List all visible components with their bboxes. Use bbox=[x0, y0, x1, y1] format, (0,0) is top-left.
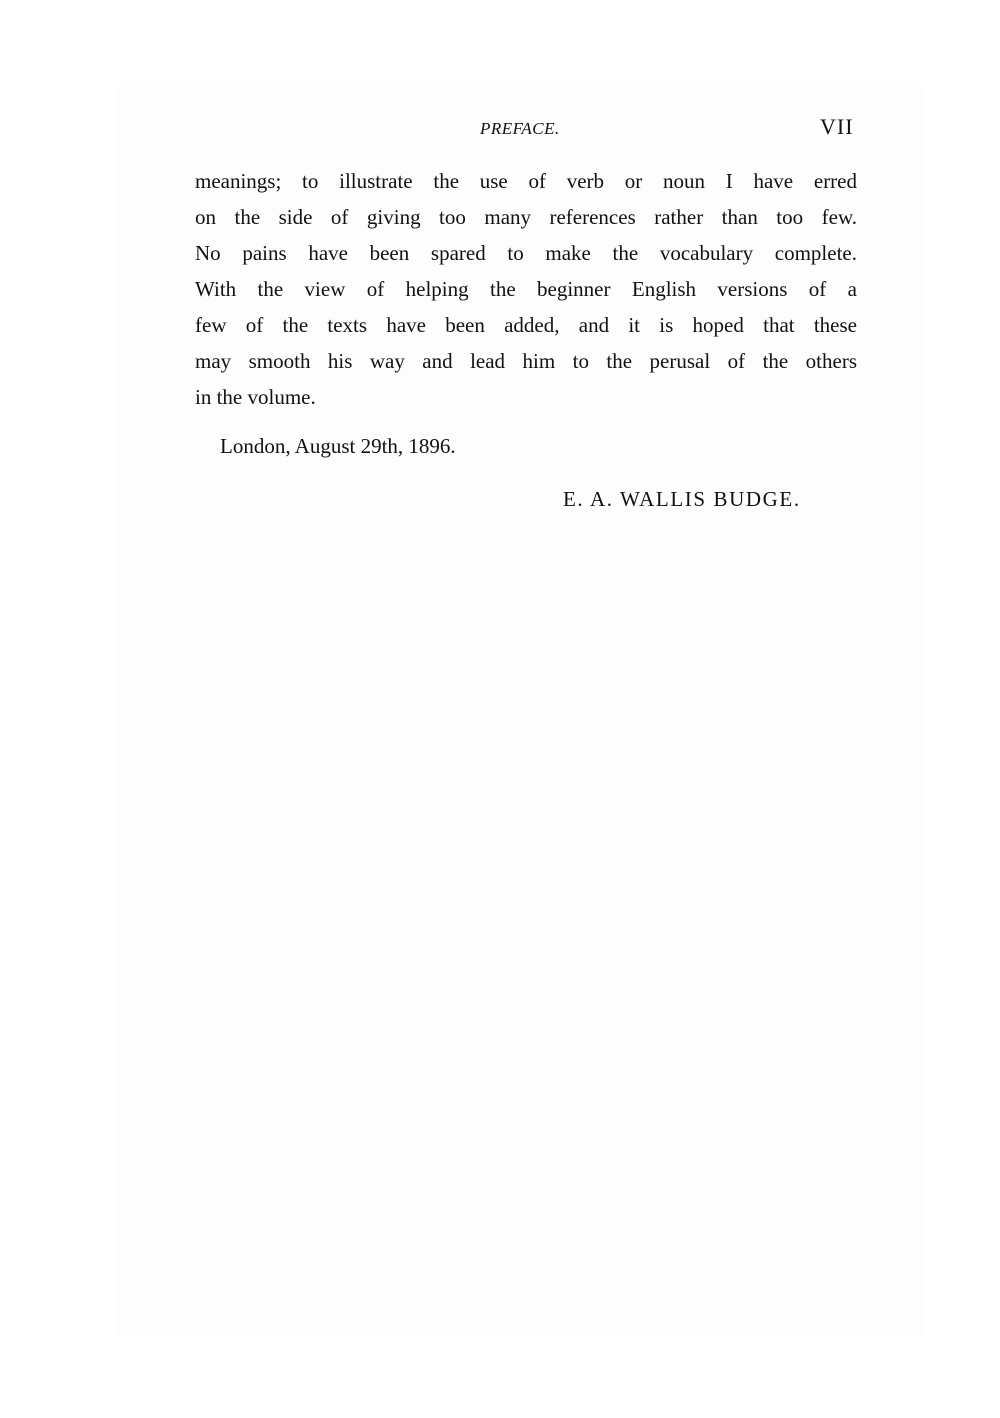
paragraph-line: meanings; to illustrate the use of verb or noun I have erred bbox=[195, 169, 857, 193]
page-number: VII bbox=[820, 114, 854, 139]
paragraph-line: may smooth his way and lead him to the perusal of the others bbox=[195, 349, 857, 373]
paragraph-line: few of the texts have been added, and it is hoped that these bbox=[195, 313, 857, 337]
paragraph-line: No pains have been spared to make the vocabulary complete. bbox=[195, 241, 857, 265]
preface-paragraph bbox=[195, 163, 857, 415]
running-head-title: PREFACE. bbox=[480, 119, 560, 138]
paragraph-line: in the volume. bbox=[195, 385, 316, 409]
author-signature: E. A. WALLIS BUDGE. bbox=[563, 487, 801, 511]
place-and-date: London, August 29th, 1896. bbox=[220, 434, 456, 458]
paragraph-line: on the side of giving too many references rather than too few. bbox=[195, 205, 857, 229]
paragraph-line: With the view of helping the beginner English versions of a bbox=[195, 277, 857, 301]
